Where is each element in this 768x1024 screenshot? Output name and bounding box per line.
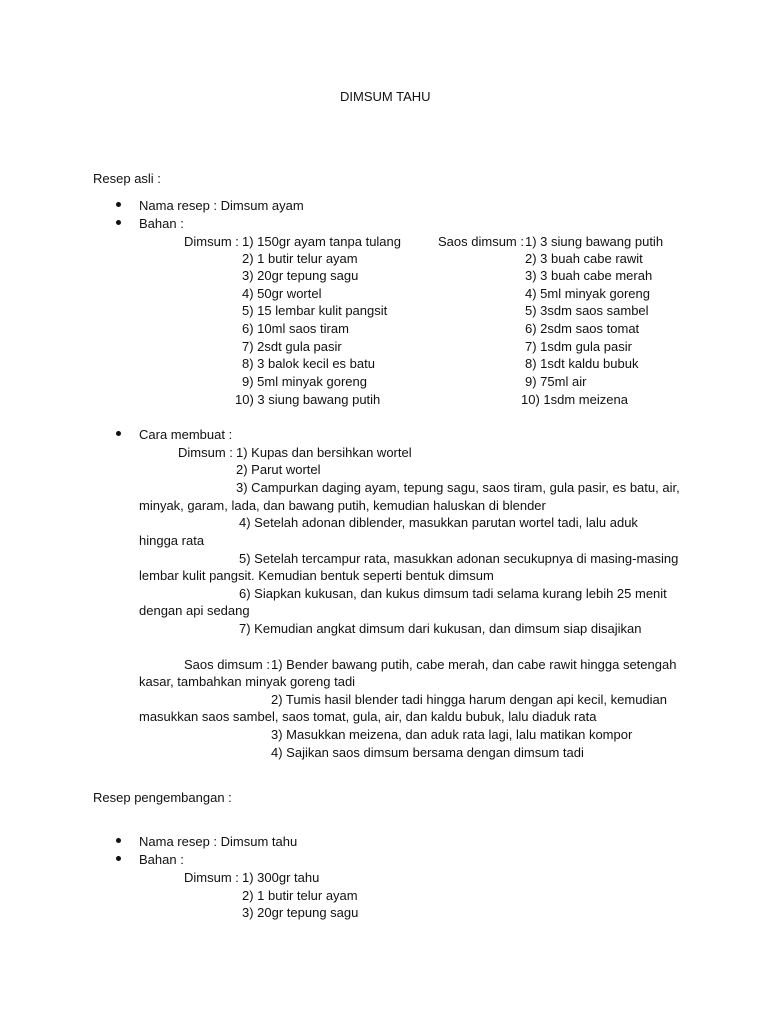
saos-ingredient: 2) 3 buah cabe rawit: [525, 251, 643, 266]
saos-ingredient: 7) 1sdm gula pasir: [525, 339, 632, 354]
dimsum-ingredient: 9) 5ml minyak goreng: [242, 374, 367, 389]
dimsum-ingredient: 1) 150gr ayam tanpa tulang: [242, 234, 401, 249]
saos-ingredient: 8) 1sdt kaldu bubuk: [525, 356, 639, 371]
original-bahan-label: Bahan :: [139, 216, 184, 231]
dimsum-ingredient: 3) 20gr tepung sagu: [242, 268, 359, 283]
saos-step: 4) Sajikan saos dimsum bersama dengan dimsum tadi: [271, 745, 584, 760]
dimsum-step: lembar kulit pangsit. Kemudian bentuk seperti bentuk dimsum: [139, 568, 494, 583]
dimsum-step: hingga rata: [139, 533, 205, 548]
document-title: DIMSUM TAHU: [340, 89, 431, 104]
original-recipe-name: Nama resep : Dimsum ayam: [139, 198, 304, 213]
saos-ingredient: 3) 3 buah cabe merah: [525, 268, 653, 283]
saos-step: 2) Tumis hasil blender tadi hingga harum dengan api kecil, kemudian: [271, 692, 668, 707]
development-bahan-label: Bahan :: [139, 852, 184, 867]
dimsum-ingredient: 8) 3 balok kecil es batu: [242, 356, 375, 371]
dimsum-step: 2) Parut wortel: [236, 462, 321, 477]
saos-steps-label: Saos dimsum :: [184, 657, 270, 672]
saos-ingredient: 5) 3sdm saos sambel: [525, 303, 649, 318]
dimsum-ingredient: 5) 15 lembar kulit pangsit: [242, 303, 388, 318]
dimsum-ingredient: 4) 50gr wortel: [242, 286, 322, 301]
saos-ingredient: 1) 3 siung bawang putih: [525, 234, 664, 249]
original-recipe-heading: Resep asli :: [93, 171, 161, 186]
development-recipe-name: Nama resep : Dimsum tahu: [139, 834, 298, 849]
bullet-icon: [116, 202, 121, 207]
saos-ingredient: 4) 5ml minyak goreng: [525, 286, 650, 301]
saos-ingredient: 6) 2sdm saos tomat: [525, 321, 640, 336]
dimsum-ingredients-label: Dimsum :: [184, 234, 239, 249]
saos-step: kasar, tambahkan minyak goreng tadi: [139, 674, 356, 689]
saos-ingredient: 9) 75ml air: [525, 374, 587, 389]
dimsum-step: 1) Kupas dan bersihkan wortel: [236, 445, 412, 460]
dimsum-step: 6) Siapkan kukusan, dan kukus dimsum tadi selama kurang lebih 25 menit: [239, 586, 667, 601]
bullet-icon: [116, 838, 121, 843]
dimsum-step: dengan api sedang: [139, 603, 250, 618]
bullet-icon: [116, 220, 121, 225]
saos-ingredients-label: Saos dimsum :: [438, 234, 524, 249]
dimsum-step: 7) Kemudian angkat dimsum dari kukusan, dan dimsum siap disajikan: [239, 621, 642, 636]
dimsum-step: 5) Setelah tercampur rata, masukkan adonan secukupnya di masing-masing: [239, 551, 679, 566]
dimsum-ingredient: 6) 10ml saos tiram: [242, 321, 349, 336]
development-recipe-heading: Resep pengembangan :: [93, 790, 232, 805]
development-ingredient: 3) 20gr tepung sagu: [242, 905, 359, 920]
dimsum-step: 3) Campurkan daging ayam, tepung sagu, saos tiram, gula pasir, es batu, air,: [236, 480, 680, 495]
development-dimsum-label: Dimsum :: [184, 870, 239, 885]
dimsum-ingredient: 2) 1 butir telur ayam: [242, 251, 358, 266]
development-ingredient: 2) 1 butir telur ayam: [242, 888, 358, 903]
saos-step: 3) Masukkan meizena, dan aduk rata lagi, lalu matikan kompor: [271, 727, 633, 742]
dimsum-steps-label: Dimsum :: [178, 445, 233, 460]
dimsum-step: minyak, garam, lada, dan bawang putih, kemudian haluskan di blender: [139, 498, 546, 513]
cara-membuat-label: Cara membuat :: [139, 427, 233, 442]
bullet-icon: [116, 856, 121, 861]
development-ingredient: 1) 300gr tahu: [242, 870, 320, 885]
saos-ingredient: 10) 1sdm meizena: [521, 392, 628, 407]
dimsum-ingredient: 7) 2sdt gula pasir: [242, 339, 342, 354]
bullet-icon: [116, 431, 121, 436]
dimsum-ingredient: 10) 3 siung bawang putih: [235, 392, 381, 407]
saos-step: masukkan saos sambel, saos tomat, gula, air, dan kaldu bubuk, lalu diaduk rata: [139, 709, 597, 724]
dimsum-step: 4) Setelah adonan diblender, masukkan parutan wortel tadi, lalu aduk: [239, 515, 638, 530]
saos-step: 1) Bender bawang putih, cabe merah, dan cabe rawit hingga setengah: [271, 657, 677, 672]
